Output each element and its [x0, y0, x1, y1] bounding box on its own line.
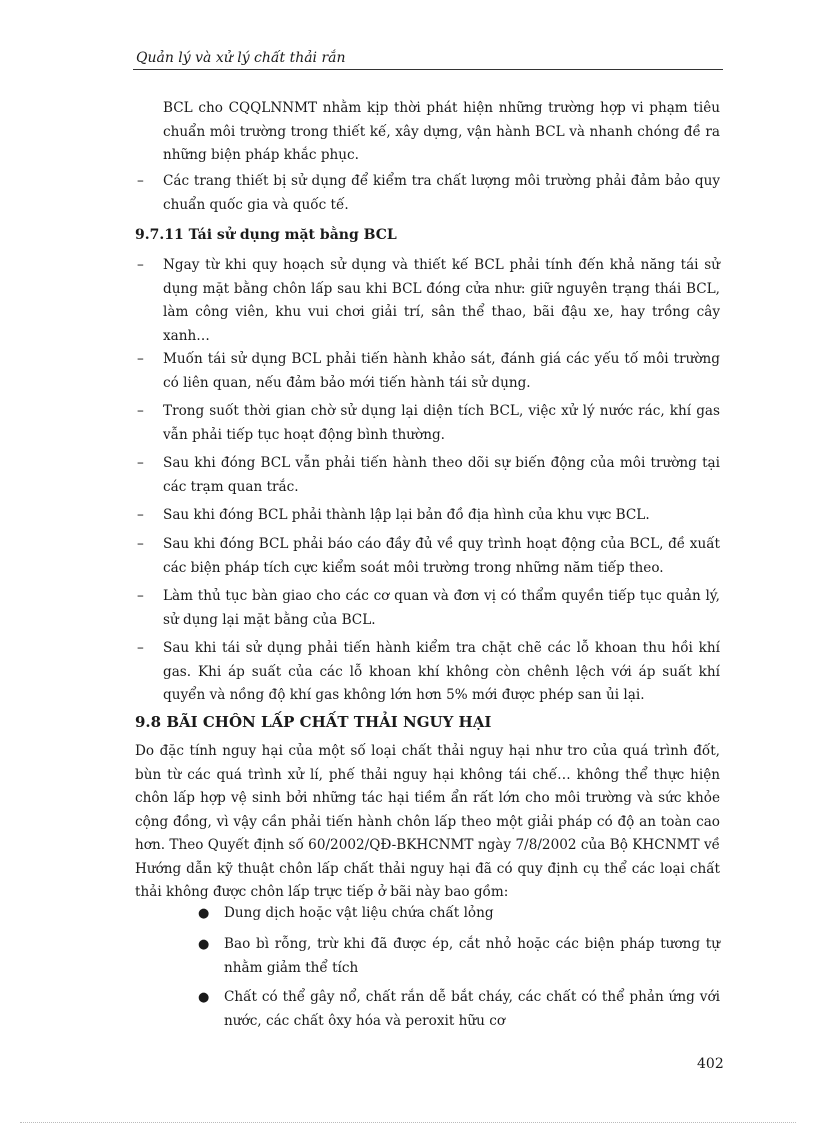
dash-marker: – [137, 588, 144, 604]
dash-marker: – [137, 640, 144, 656]
bullet-marker: ● [198, 937, 210, 952]
running-header: Quản lý và xử lý chất thải rắn [136, 50, 346, 66]
list-item-text: Các trang thiết bị sử dụng để kiểm tra chất lượng môi trường phải đảm bảo quy chuẩn quốc gia và quốc tế. [163, 173, 720, 213]
bullet-marker: ● [198, 990, 210, 1005]
page-number: 402 [697, 1056, 724, 1072]
list-item-text: Ngay từ khi quy hoạch sử dụng và thiết kế BCL phải tính đến khả năng tái sử dụng mặt bằng chôn lấp sau khi BCL đóng cửa như: giữ nguyên trạng thái BCL, làm công viên, khu vui chơi giải trí, sân thể thao, bãi đậu xe, hay trồng cây xanh… [163, 257, 720, 344]
list-item-text: Trong suốt thời gian chờ sử dụng lại diện tích BCL, việc xử lý nước rác, khí gas vẫn phải tiếp tục hoạt động bình thường. [163, 403, 720, 443]
section-heading-9-8: 9.8 BÃI CHÔN LẤP CHẤT THẢI NGUY HẠI [135, 713, 492, 731]
bullet-marker: ● [198, 906, 210, 921]
dash-marker: – [137, 351, 144, 367]
dash-marker: – [137, 403, 144, 419]
continuation-paragraph: BCL cho CQQLNNMT nhằm kịp thời phát hiện những trường hợp vi phạm tiêu chuẩn môi trường trong thiết kế, xây dựng, vận hành BCL và nhanh chóng đề ra những biện pháp khắc phục. [163, 100, 720, 163]
list-item-text: Sau khi đóng BCL phải báo cáo đầy đủ về quy trình hoạt động của BCL, đề xuất các biện pháp tích cực kiểm soát môi trường trong những năm tiếp theo. [163, 536, 720, 576]
list-item-text: Làm thủ tục bàn giao cho các cơ quan và đơn vị có thẩm quyền tiếp tục quản lý, sử dụng lại mặt bằng của BCL. [163, 588, 720, 628]
bullet-text: Chất có thể gây nổ, chất rắn dễ bắt cháy, các chất có thể phản ứng với nước, các chất ôxy hóa và peroxit hữu cơ [224, 989, 720, 1029]
dash-marker: – [137, 536, 144, 552]
bullet-text: Dung dịch hoặc vật liệu chứa chất lỏng [224, 905, 494, 921]
dash-marker: – [137, 173, 144, 189]
section-heading-9-7-11: 9.7.11 Tái sử dụng mặt bằng BCL [135, 227, 397, 243]
list-item-text: Sau khi đóng BCL phải thành lập lại bản đồ địa hình của khu vực BCL. [163, 507, 650, 523]
dash-marker: – [137, 257, 144, 273]
intro-paragraph: Do đặc tính nguy hại của một số loại chất thải nguy hại như tro của quá trình đốt, bùn từ các quá trình xử lí, phế thải nguy hại không tái chế… không thể thực hiện chôn lấp hợp vệ sinh bởi những tác hại tiềm ẩn rất lớn cho môi trường và sức khỏe cộng đồng, vì vậy cần phải tiến hành chôn lấp theo một giải pháp có độ an toàn cao hơn. Theo Quyết định số 60/2002/QĐ-BKHCNMT ngày 7/8/2002 của Bộ KHCNMT về Hướng dẫn kỹ thuật chôn lấp chất thải nguy hại đã có quy định cụ thể các loại chất thải không được chôn lấp trực tiếp ở bãi này bao gồm: [135, 743, 720, 900]
bullet-text: Bao bì rỗng, trừ khi đã được ép, cắt nhỏ hoặc các biện pháp tương tự nhằm giảm thể tích [224, 936, 720, 976]
dash-marker: – [137, 455, 144, 471]
list-item-text: Muốn tái sử dụng BCL phải tiến hành khảo sát, đánh giá các yếu tố môi trường có liên quan, nếu đảm bảo mới tiến hành tái sử dụng. [163, 351, 720, 391]
header-rule [133, 69, 723, 70]
list-item-text: Sau khi đóng BCL vẫn phải tiến hành theo dõi sự biến động của môi trường tại các trạm quan trắc. [163, 455, 720, 495]
dash-marker: – [137, 507, 144, 523]
list-item-text: Sau khi tái sử dụng phải tiến hành kiểm tra chặt chẽ các lỗ khoan thu hồi khí gas. Khi áp suất của các lỗ khoan khí không còn chênh lệch với áp suất khí quyển và nồng độ khí gas không lớn hơn 5% mới được phép san ủi lại. [163, 640, 720, 703]
